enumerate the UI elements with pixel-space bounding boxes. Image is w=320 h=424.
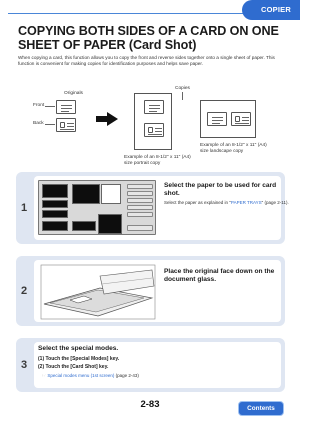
reference-note: ☞ Special modes menu (1st screen) (page 2-43) bbox=[42, 373, 139, 378]
step-number: 3 bbox=[20, 359, 28, 371]
step-heading: Select the paper to be used for card shot. bbox=[164, 182, 277, 197]
step-panel bbox=[34, 176, 289, 240]
contents-button[interactable]: Contents bbox=[238, 401, 284, 416]
section-label: COPIER bbox=[261, 5, 291, 14]
step-3 bbox=[16, 338, 285, 392]
card-back-original bbox=[56, 118, 76, 132]
step-2 bbox=[16, 256, 285, 326]
step-1 bbox=[16, 172, 289, 244]
card-front-original bbox=[56, 100, 76, 114]
front-label: Front bbox=[33, 103, 45, 108]
step-heading: Place the original face down on the document glass. bbox=[164, 268, 275, 283]
landscape-copy bbox=[200, 100, 256, 138]
step-number: 2 bbox=[20, 285, 28, 297]
intro-paragraph: When copying a card, this function allows you to copy the front and reverse sides together onto a single sheet of paper. This function is convenient for making copies for identification purposes and helps save paper. bbox=[18, 55, 275, 67]
landscape-caption: Example of an 8-1/2" x 11" (A4) size landscape copy bbox=[200, 143, 267, 154]
page-header bbox=[0, 0, 300, 20]
step-item-1: (1) Touch the [Special Modes] key. bbox=[38, 356, 120, 362]
copies-label: Copies bbox=[175, 86, 190, 91]
step-panel bbox=[34, 260, 281, 322]
reference-hand-icon: ☞ bbox=[42, 373, 47, 378]
step-description: Select the paper as explained in "PAPER TRAYS" (page 2-11). bbox=[164, 200, 289, 205]
page-number: 2-83 bbox=[140, 399, 160, 410]
page-title: COPYING BOTH SIDES OF A CARD ON ONE SHEET OF PAPER (Card Shot) bbox=[18, 24, 279, 52]
paper-trays-link[interactable]: PAPER TRAYS bbox=[230, 200, 262, 205]
back-label: Back bbox=[33, 121, 44, 126]
section-tab bbox=[242, 0, 300, 20]
step-heading: Select the special modes. bbox=[38, 345, 119, 352]
step-item-2: (2) Touch the [Card Shot] key. bbox=[38, 364, 109, 370]
arrow-icon bbox=[96, 112, 118, 126]
step-panel bbox=[34, 342, 281, 388]
portrait-caption: Example of an 8-1/2" x 11" (A4) size portrait copy bbox=[124, 155, 191, 166]
step-number: 1 bbox=[20, 202, 28, 214]
special-modes-link[interactable]: Special modes menu (1st screen) bbox=[47, 373, 115, 378]
document-glass-illustration bbox=[40, 264, 156, 320]
originals-label: Originals bbox=[64, 91, 83, 96]
portrait-copy bbox=[134, 93, 172, 150]
touch-panel-illustration bbox=[38, 180, 156, 235]
